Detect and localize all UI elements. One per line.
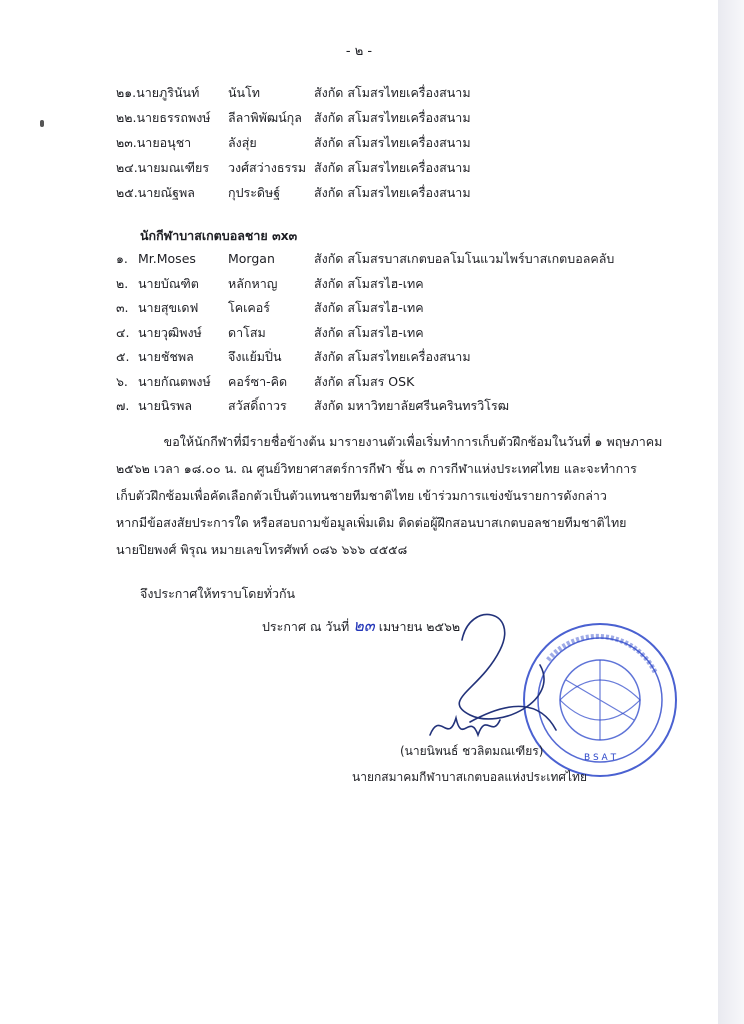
player-affiliation: สังกัด สโมสรไทยเครื่องสนาม bbox=[314, 110, 471, 125]
player-last-name: โคเคอร์ bbox=[228, 300, 270, 315]
player-first-name: นายสุขเดฟ bbox=[138, 300, 199, 315]
handwritten-signature bbox=[430, 615, 556, 735]
player-first-name: นายวุฒิพงษ์ bbox=[138, 324, 202, 340]
player-number: ๖. bbox=[116, 373, 128, 389]
player-number: ๒. bbox=[116, 275, 129, 291]
player-affiliation: สังกัด สโมสรไทยเครื่องสนาม bbox=[314, 160, 471, 175]
paragraph-line: หากมีข้อสงสัยประการใด หรือสอบถามข้อมูลเพิ่มเติม ติดต่อผู้ฝึกสอนบาสเกตบอลชายทีมชาติไทย bbox=[116, 515, 627, 530]
page-number: - ๒ - bbox=[345, 44, 373, 59]
player-affiliation: สังกัด สโมสรไฮ-เทค bbox=[314, 275, 424, 291]
player-last-name: นันโท bbox=[228, 85, 261, 100]
player-last-name: หลักหาญ bbox=[228, 275, 278, 291]
player-affiliation: สังกัด สโมสรไทยเครื่องสนาม bbox=[314, 349, 471, 364]
scan-edge bbox=[718, 0, 744, 1024]
announce-prefix: ประกาศ ณ วันที่ bbox=[262, 619, 350, 634]
player-last-name: ลีลาพิพัฒน์กุล bbox=[228, 110, 302, 125]
player-affiliation: สังกัด มหาวิทยาลัยศรีนครินทรวิโรฒ bbox=[314, 398, 509, 413]
player-affiliation: สังกัด สโมสรไฮ-เทค bbox=[314, 300, 424, 315]
player-last-name: กุประดิษฐ์ bbox=[228, 185, 281, 200]
player-affiliation: สังกัด สโมสรไทยเครื่องสนาม bbox=[314, 135, 471, 150]
player-first-name: ๒๓.นายอนุชา bbox=[116, 135, 192, 150]
player-number: ๑. bbox=[116, 251, 128, 266]
paragraph-line: เก็บตัวฝึกซ้อมเพื่อคัดเลือกตัวเป็นตัวแทนชายทีมชาติไทย เข้าร่วมการแข่งขันรายการดังกล่าว bbox=[116, 488, 607, 503]
player-number: ๗. bbox=[116, 398, 130, 413]
player-first-name: นายชัชพล bbox=[138, 349, 194, 364]
signatory-name: (นายนิพนธ์ ชวลิตมณเฑียร) bbox=[400, 744, 544, 758]
player-affiliation: สังกัด สโมสร OSK bbox=[314, 373, 415, 389]
player-first-name: นายนิรพล bbox=[138, 398, 193, 413]
official-seal bbox=[524, 624, 676, 776]
player-affiliation: สังกัด สโมสรบาสเกตบอลโมโนแวมไพร์บาสเกตบอลคลับ bbox=[314, 251, 615, 266]
player-first-name: ๒๕.นายณัฐพล bbox=[116, 185, 195, 200]
player-last-name: ดาโสม bbox=[228, 324, 266, 340]
paragraph-line: ๒๕๖๒ เวลา ๑๘.๐๐ น. ณ ศูนย์วิทยาศาสตร์การกีฬา ชั้น ๓ การกีฬาแห่งประเทศไทย และจะทำการ bbox=[116, 461, 637, 476]
seal-center-text: B S A T bbox=[583, 753, 617, 763]
paragraph-line: ขอให้นักกีฬาที่มีรายชื่อข้างต้น มารายงานตัวเพื่อเริ่มทำการเก็บตัวฝึกซ้อมในวันที่ ๑ พฤษภาคม bbox=[116, 434, 663, 449]
player-first-name: ๒๔.นายมณเฑียร bbox=[116, 160, 210, 175]
player-last-name: สวัสดิ์ถาวร bbox=[228, 398, 287, 413]
closing-line: จึงประกาศให้ทราบโดยทั่วกัน bbox=[140, 586, 296, 601]
player-last-name: ลังสุ่ย bbox=[228, 135, 257, 150]
player-number: ๕. bbox=[116, 349, 130, 364]
player-last-name: Morgan bbox=[228, 251, 275, 266]
player-last-name: คอร์ซา-คิด bbox=[228, 373, 288, 389]
player-affiliation: สังกัด สโมสรไทยเครื่องสนาม bbox=[314, 185, 471, 200]
player-affiliation: สังกัด สโมสรไทยเครื่องสนาม bbox=[314, 85, 471, 100]
paragraph-line: นายปิยพงศ์ พิรุณ หมายเลขโทรศัพท์ ๐๘๖ ๖๖๖ ๔๕๕๘ bbox=[116, 542, 408, 557]
player-first-name: นายกัณตพงษ์ bbox=[138, 373, 211, 389]
player-affiliation: สังกัด สโมสรไฮ-เทค bbox=[314, 324, 424, 340]
player-first-name: นายบัณฑิต bbox=[138, 275, 199, 291]
player-first-name: ๒๑.นายภูรินันท์ bbox=[116, 85, 200, 100]
player-last-name: วงศ์สว่างธรรม bbox=[228, 160, 307, 175]
player-last-name: จึงแย้มปิ่น bbox=[228, 349, 282, 364]
announce-month-year: เมษายน ๒๕๖๒ bbox=[378, 619, 461, 634]
section-title: นักกีฬาบาสเกตบอลชาย ๓x๓ bbox=[140, 228, 298, 243]
player-first-name: ๒๒.นายธรรถพงษ์ bbox=[116, 110, 211, 125]
player-first-name: Mr.Moses bbox=[138, 251, 196, 266]
signatory-title: นายกสมาคมกีฬาบาสเกตบอลแห่งประเทศไทย bbox=[352, 770, 587, 784]
announce-day: ๒๓ bbox=[353, 616, 375, 635]
player-number: ๔. bbox=[116, 324, 130, 340]
player-number: ๓. bbox=[116, 300, 129, 315]
